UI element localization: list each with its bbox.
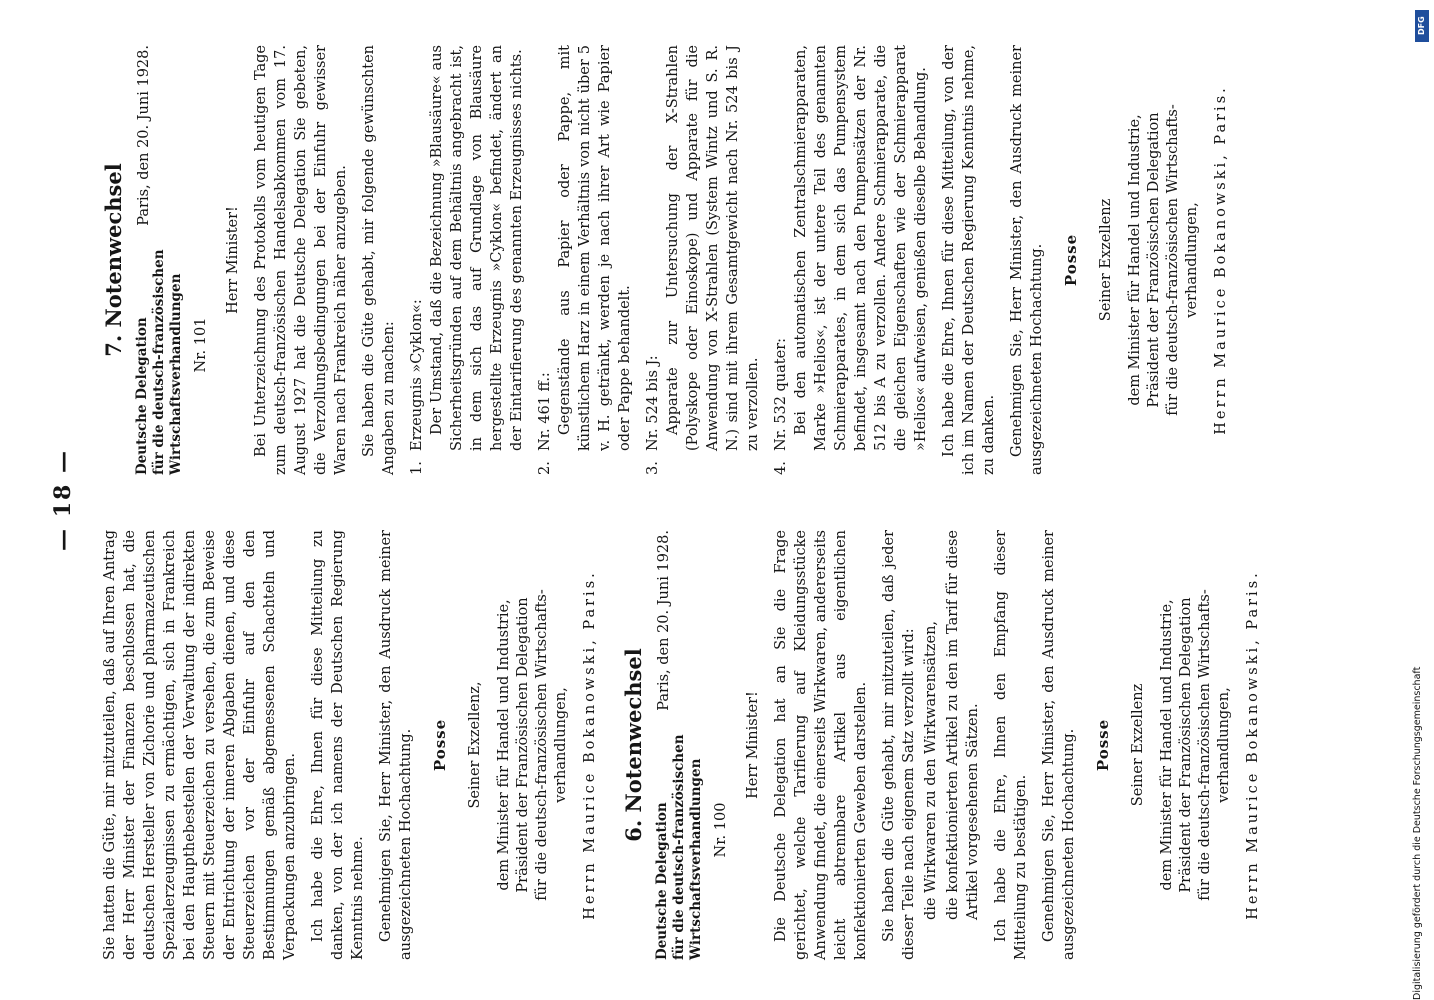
body-paragraph: die konfektionierten Artikel zu den im Tarif für diese Artikel vorgesehenen Sätzen. [945,530,981,920]
address-block [1129,530,1263,960]
list-item [771,45,931,475]
right-column [100,45,1231,475]
address-line: dem Minister für Handel und Industrie, [1159,599,1175,891]
address-recipient: Herrn Maurice Bokanowski, Paris. [582,570,598,920]
address-block [466,530,600,960]
address-line: verhandlungen, [1216,687,1232,803]
note-7-header [134,45,185,475]
sender-line: Deutsche Delegation [134,317,150,475]
address-recipient: Herrn Maurice Bokanowski, Paris. [1213,85,1229,435]
body-paragraph: Die Deutsche Delegation hat an Sie die Frage gerichtet, welche Tarifierung auf Kleidungsstücke Anwendung findet, die einerseits Wirkwaren, andererseits leicht abtrennbare Artikel aus eigentlichen konfektionierten Geweben darstellen. [773,530,869,960]
list-item-text: Der Umstand, daß die Bezeichnung »Blausäure« aus Sicherheitsgründen auf dem Behältnis angebracht ist, in dem sich das auf Grundlage von Blausäure hergestellte Erzeugnis »Cyklon« befindet, ändert an der Eintarifierung des genannten Erzeugnisses nichts. [429,45,525,451]
address-line: Präsident der Französischen Delegation [1178,597,1194,893]
address-block [1097,45,1231,475]
body-paragraph: Sie haben die Güte gehabt, mir folgende gewünschten Angaben zu machen: [361,45,397,475]
address-line: für die deutsch-französischen Wirtschafts- [1165,104,1181,416]
page-number: — 18 — [50,449,76,551]
body-paragraph: Ich habe die Ehre, Ihnen für diese Mitteilung, von der ich im Namen der Deutschen Regierung Kenntnis nehme, zu danken. [941,45,997,475]
dfg-credit-text: Digitalisierung gefördert durch die Deutsche Forschungsgemeinschaft [1412,666,1423,1000]
continuation-paragraph: Sie hatten die Güte, mir mitzuteilen, daß auf Ihren Antrag der Herr Minister der Finanzen beschlossen hat, die deutschen Hersteller von Zichorie und pharmazeutischen Spezialerzeugnissen zu ermächtigen, sich in Frankreich bei den Haupthebestellen der Verwaltung der indirekten Steuern mit Steuerzeichen zu versehen, die zum Beweise der Entrichtung der inneren Abgaben dienen, und diese Steuerzeichen vor der Einfuhr auf den den Bestimmungen gemäß abgemessenen Schachteln und Verpackungen anzubringen. [102,530,298,960]
list-item-title: Erzeugnis »Cyklon«: [409,299,425,451]
sender-line: Wirtschaftsverhandlungen [168,273,184,475]
list-item [643,45,763,475]
list-item-text: Apparate zur Untersuchung der X-Strahlen (Polyskope oder Einoskope) und Apparate für die Anwendung von X-Strahlen (System Wintz und S. R. N.) sind mit ihrem Gesamtgewicht nach Nr. 524 bis J zu verzollen. [665,45,761,451]
note-7-heading: 7. Notenwechsel [101,163,126,357]
list-item-text: Gegenstände aus Papier oder Pappe, mit künstlichem Harz in einem Verhältnis von nicht über 5 v. H. getränkt, werden je nach ihrer Art wie Papier oder Pappe behandelt. [557,45,633,451]
date-line: Paris, den 20. Juni 1928. [656,530,672,711]
list-item-number: 3. [645,461,661,475]
date-line: Paris, den 20. Juni 1928. [136,45,152,226]
note-number: Nr. 101 [193,317,209,373]
sender-block [654,734,705,960]
list-item-number: 2. [537,461,553,475]
body-paragraph: Ich habe die Ehre, Ihnen den Empfang dieser Mitteilung zu bestätigen. [993,530,1029,960]
address-line: Seiner Exzellenz [1098,198,1114,322]
body-paragraph: die Wirkwaren zu den Wirkwarensätzen, [923,620,939,920]
address-line: verhandlungen, [553,687,569,803]
salutation: Herr Minister! [745,691,761,799]
list-item-number: 4. [773,461,789,475]
list-item [535,45,635,475]
address-line: für die deutsch-französischen Wirtschafts- [534,589,550,901]
closing-paragraph: Genehmigen Sie, Herr Minister, den Ausdruck meiner ausgezeichneten Hochachtung. [1041,530,1077,960]
body-paragraph: Bei Unterzeichnung des Protokolls vom heutigen Tage zum deutsch-französischen Handelsabkommen vom 17. August 1927 hat die Deutsche Delegation Sie gebeten, die Verzollungsbedingungen bei der Einfuhr gewisser Waren nach Frankreich näher anzugeben. [253,45,349,475]
dfg-credit-strip [1412,6,1432,1000]
list-item [407,45,527,475]
left-column [100,530,1263,960]
closing-paragraph: Genehmigen Sie, Herr Minister, den Ausdruck meiner ausgezeichneten Hochachtung. [1009,45,1045,475]
list-item-title: Nr. 524 bis J: [645,355,661,451]
dfg-logo: DFG [1415,10,1429,42]
closing-paragraph: Genehmigen Sie, Herr Minister, den Ausdruck meiner ausgezeichneten Hochachtung. [378,530,414,960]
address-line: verhandlungen, [1184,202,1200,318]
list-item-text: Bei den automatischen Zentralschmierapparaten, Marke »Helios«, ist der untere Teil des genannten Schmierapparates, in dem sich das Pumpensystem befindet, insgesamt nach den Pumpensätzen der Nr. 512 bis A zu verzollen. Andere Schmierapparate, die die gleichen Eigenschaften wie der Schmierapparat »Helios« aufweisen, genießen dieselbe Behandlung. [793,45,929,451]
thanks-paragraph: Ich habe die Ehre, Ihnen für diese Mitteilung zu danken, von der ich namens der Deutschen Regierung Kenntnis nehme. [310,530,366,960]
sender-line: für die deutsch-französischen [671,734,687,960]
note-6-header [654,530,705,960]
signature: Posse [1094,718,1112,772]
address-line: Präsident der Französischen Delegation [1146,112,1162,408]
signature: Posse [1062,233,1080,287]
address-line: dem Minister für Handel und Industrie, [1127,114,1143,406]
note-number: Nr. 100 [713,802,729,858]
address-line: Präsident der Französischen Delegation [515,597,531,893]
sender-block [134,249,185,475]
address-line: für die deutsch-französischen Wirtschafts- [1197,589,1213,901]
sender-line: für die deutsch-französischen [151,249,167,475]
address-line: Seiner Exzellenz [1130,683,1146,807]
list-item-number: 1. [409,461,425,475]
sender-line: Wirtschaftsverhandlungen [688,758,704,960]
body-paragraph: Sie haben die Güte gehabt, mir mitzuteilen, daß jeder dieser Teile nach eigenem Satz verzollt wird: [881,530,917,960]
list-item-title: Nr. 461 ff.: [537,372,553,451]
sender-line: Deutsche Delegation [654,802,670,960]
address-line: Seiner Exzellenz, [467,681,483,809]
signature: Posse [431,718,449,772]
salutation: Herr Minister! [225,206,241,314]
note-6-heading: 6. Notenwechsel [621,648,646,842]
list-item-title: Nr. 532 quater: [773,337,789,451]
address-recipient: Herrn Maurice Bokanowski, Paris. [1245,570,1261,920]
address-line: dem Minister für Handel und Industrie, [496,599,512,891]
